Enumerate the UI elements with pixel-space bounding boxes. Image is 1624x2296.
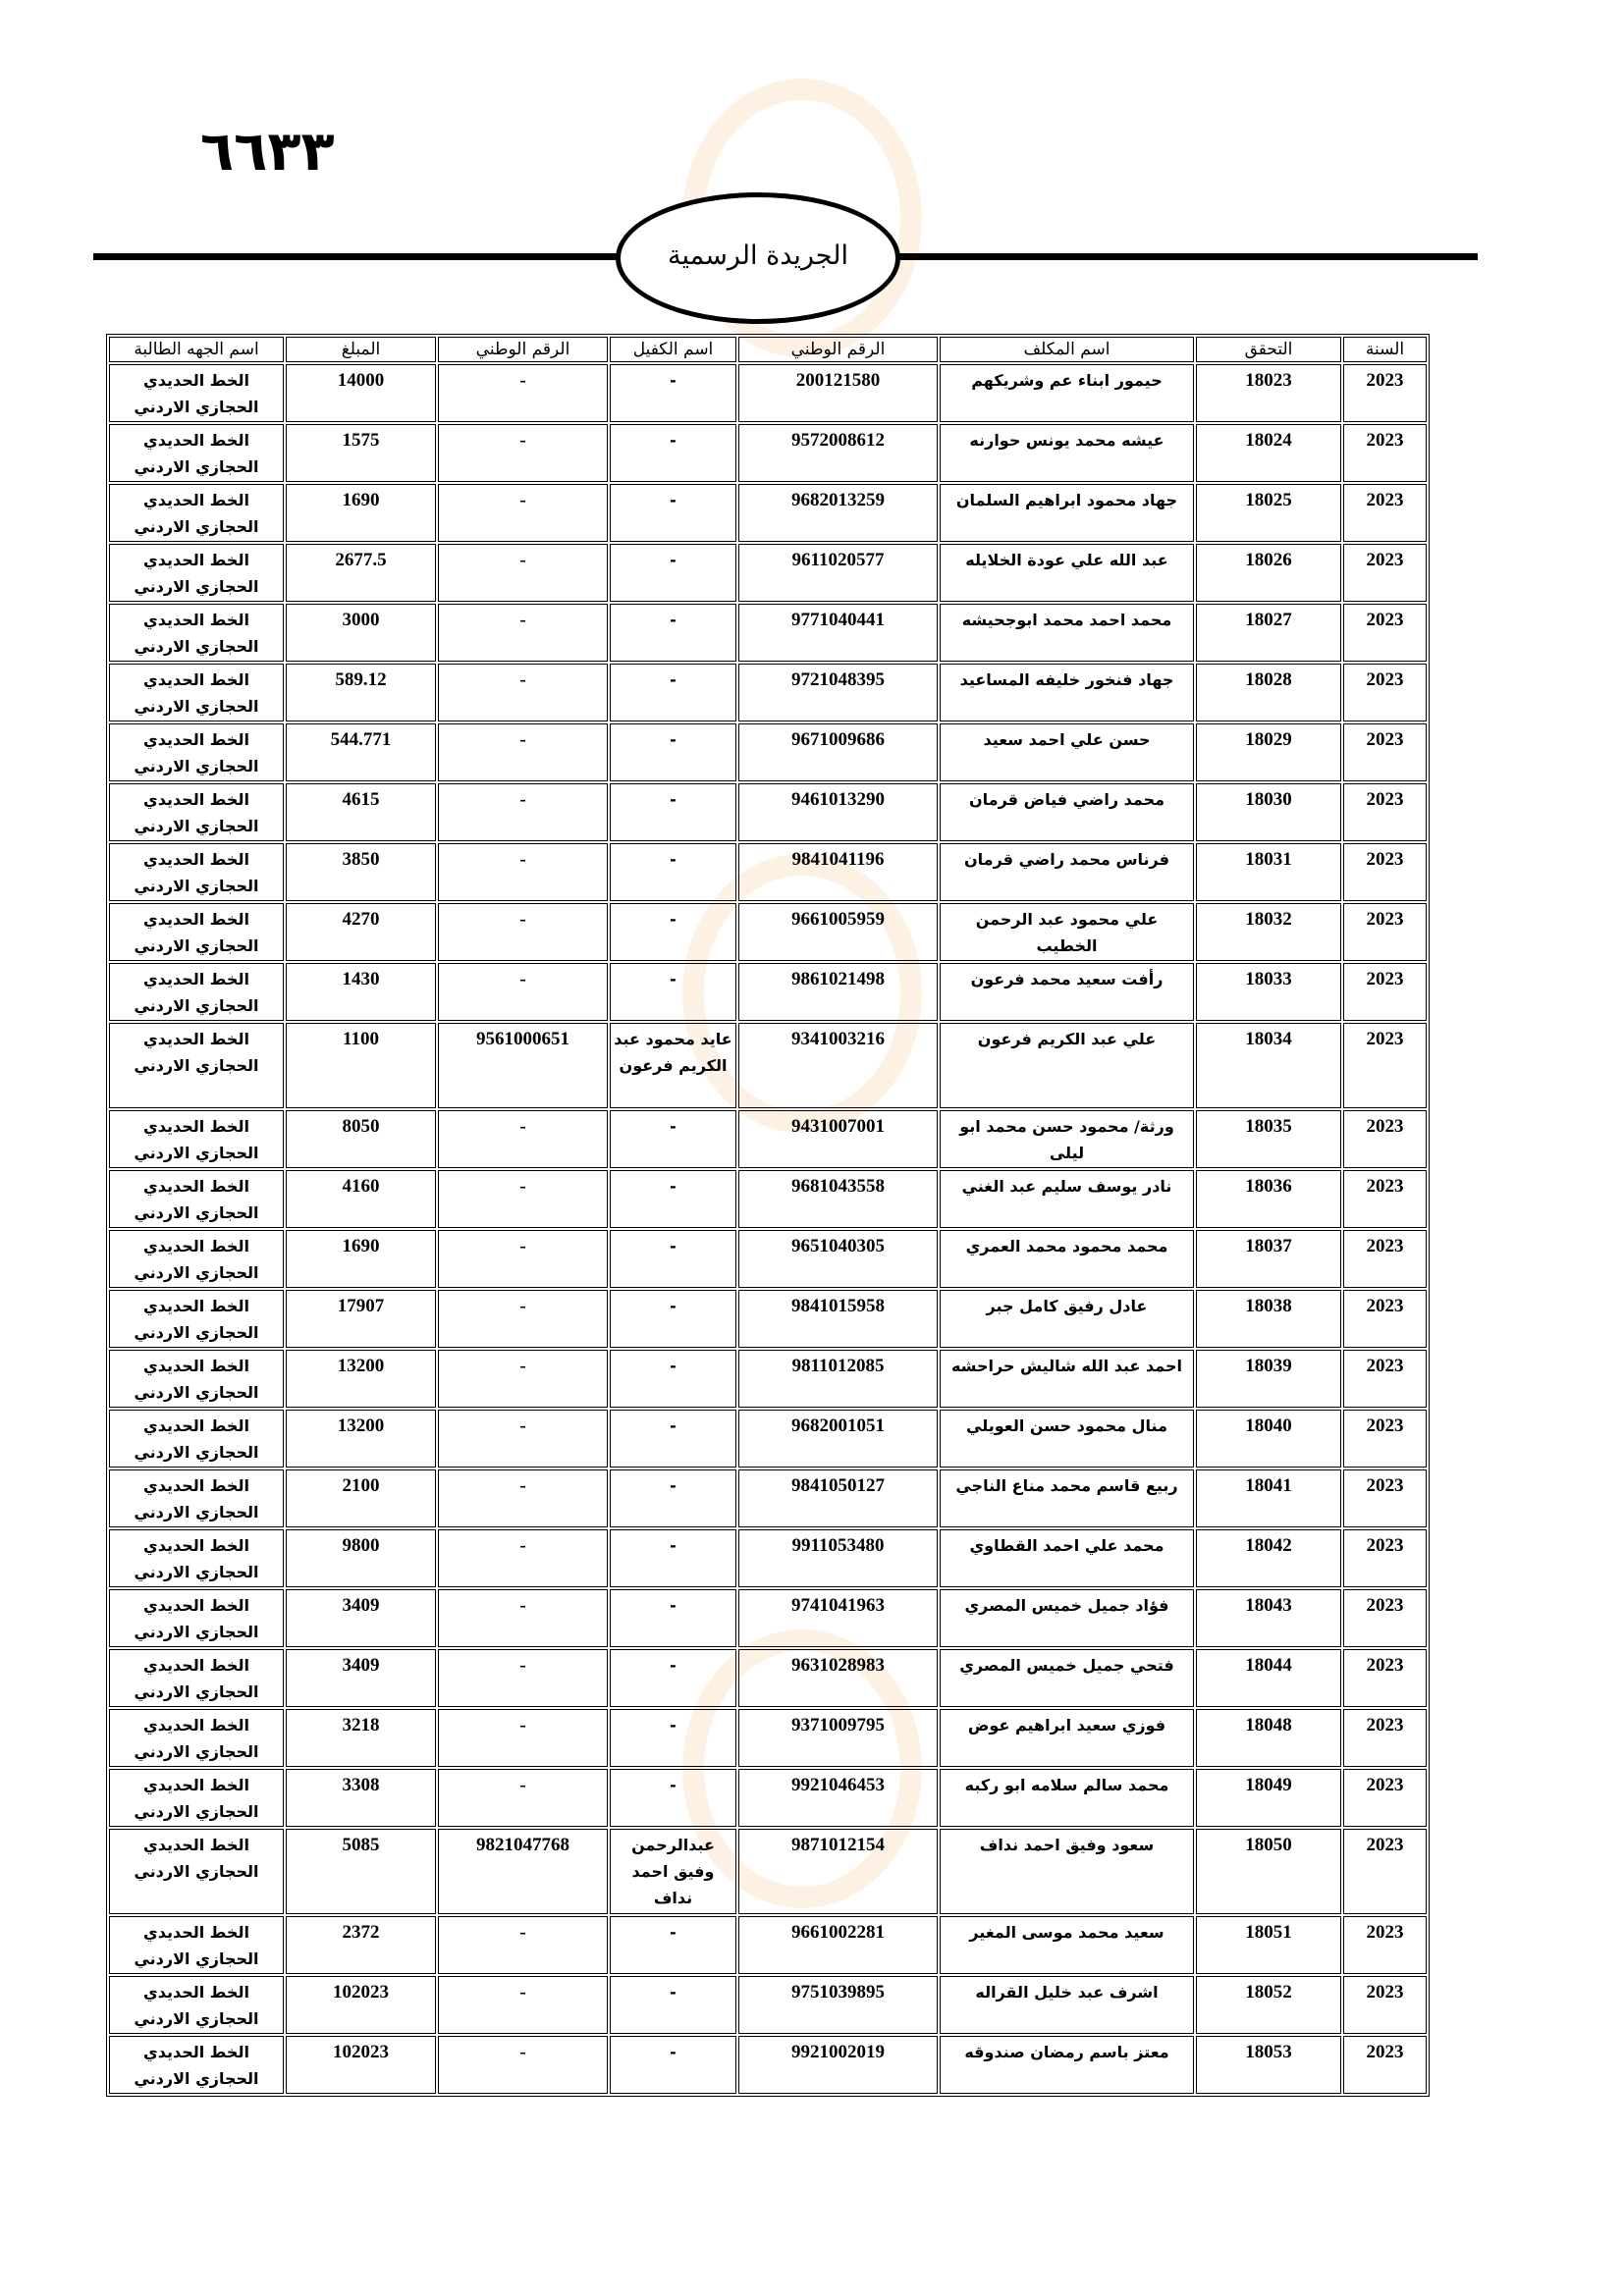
gazette-title: الجريدة الرسمية <box>668 240 848 271</box>
table-row <box>109 1170 1427 1228</box>
name-cell: نادر يوسف سليم عبد الغني <box>940 1170 1194 1228</box>
name-cell: معتز باسم رمضان صندوقه <box>940 2036 1194 2094</box>
guarantor-id-cell: - <box>438 1589 608 1647</box>
year-cell: 2023 <box>1343 1170 1427 1228</box>
year-cell: 2023 <box>1343 1110 1427 1168</box>
amount-cell: 3218 <box>286 1709 436 1767</box>
guarantor-cell: - <box>610 2036 736 2094</box>
national-id-cell: 9682013259 <box>738 484 938 542</box>
year-cell: 2023 <box>1343 1529 1427 1587</box>
entity-cell: الخط الحديدي الحجازي الاردني <box>109 1023 284 1108</box>
year-cell: 2023 <box>1343 1230 1427 1288</box>
amount-cell: 17907 <box>286 1290 436 1348</box>
check-cell: 18031 <box>1196 843 1341 901</box>
check-cell: 18040 <box>1196 1410 1341 1468</box>
amount-cell: 3850 <box>286 843 436 901</box>
amount-cell: 4615 <box>286 783 436 841</box>
guarantor-id-cell: - <box>438 1469 608 1527</box>
national-id-cell: 9431007001 <box>738 1110 938 1168</box>
guarantor-id-cell: - <box>438 1170 608 1228</box>
guarantor-id-cell: - <box>438 723 608 781</box>
entity-cell: الخط الحديدي الحجازي الاردني <box>109 903 284 961</box>
check-cell: 18039 <box>1196 1350 1341 1408</box>
guarantor-id-cell: - <box>438 424 608 482</box>
entity-cell: الخط الحديدي الحجازي الاردني <box>109 424 284 482</box>
year-cell: 2023 <box>1343 903 1427 961</box>
table-row <box>109 1916 1427 1974</box>
year-cell: 2023 <box>1343 484 1427 542</box>
table-row <box>109 484 1427 542</box>
national-id-cell: 9921002019 <box>738 2036 938 2094</box>
amount-cell: 3000 <box>286 604 436 662</box>
national-id-cell: 9871012154 <box>738 1829 938 1914</box>
entity-cell: الخط الحديدي الحجازي الاردني <box>109 1769 284 1827</box>
check-cell: 18035 <box>1196 1110 1341 1168</box>
year-cell: 2023 <box>1343 783 1427 841</box>
guarantor-cell: - <box>610 1350 736 1408</box>
national-id-cell: 9631028983 <box>738 1649 938 1707</box>
check-cell: 18027 <box>1196 604 1341 662</box>
name-cell: فتحي جميل خميس المصري <box>940 1649 1194 1707</box>
guarantor-cell: - <box>610 903 736 961</box>
guarantor-id-cell: - <box>438 364 608 422</box>
name-cell: جهاد محمود ابراهيم السلمان <box>940 484 1194 542</box>
national-id-cell: 9341003216 <box>738 1023 938 1108</box>
national-id-cell: 9911053480 <box>738 1529 938 1587</box>
entity-cell: الخط الحديدي الحجازي الاردني <box>109 1350 284 1408</box>
national-id-cell: 9861021498 <box>738 963 938 1021</box>
entity-cell: الخط الحديدي الحجازي الاردني <box>109 1916 284 1974</box>
guarantor-id-cell: - <box>438 1976 608 2034</box>
entity-cell: الخط الحديدي الحجازي الاردني <box>109 604 284 662</box>
check-cell: 18032 <box>1196 903 1341 961</box>
year-cell: 2023 <box>1343 604 1427 662</box>
year-cell: 2023 <box>1343 1290 1427 1348</box>
check-cell: 18028 <box>1196 664 1341 721</box>
guarantor-id-cell: - <box>438 2036 608 2094</box>
table-row <box>109 903 1427 961</box>
entity-cell: الخط الحديدي الحجازي الاردني <box>109 1290 284 1348</box>
guarantor-id-cell: - <box>438 484 608 542</box>
guarantor-cell: - <box>610 1589 736 1647</box>
name-cell: اشرف عبد خليل القراله <box>940 1976 1194 2034</box>
amount-cell: 1575 <box>286 424 436 482</box>
guarantor-id-cell: - <box>438 664 608 721</box>
national-id-cell: 9841050127 <box>738 1469 938 1527</box>
amount-cell: 13200 <box>286 1350 436 1408</box>
guarantor-cell: - <box>610 1976 736 2034</box>
amount-cell: 1430 <box>286 963 436 1021</box>
guarantor-cell: - <box>610 364 736 422</box>
guarantor-id-cell: - <box>438 1529 608 1587</box>
guarantor-id-cell: - <box>438 1350 608 1408</box>
guarantor-cell: عبدالرحمن وفيق احمد نداف <box>610 1829 736 1914</box>
name-cell: محمد سالم سلامه ابو ركبه <box>940 1769 1194 1827</box>
header-guarantor-id: الرقم الوطني <box>438 337 608 362</box>
amount-cell: 9800 <box>286 1529 436 1587</box>
check-cell: 18050 <box>1196 1829 1341 1914</box>
name-cell: حسن علي احمد سعيد <box>940 723 1194 781</box>
year-cell: 2023 <box>1343 843 1427 901</box>
table-row <box>109 1410 1427 1468</box>
amount-cell: 589.12 <box>286 664 436 721</box>
amount-cell: 2100 <box>286 1469 436 1527</box>
name-cell: سعود وفيق احمد نداف <box>940 1829 1194 1914</box>
guarantor-id-cell: 9821047768 <box>438 1829 608 1914</box>
header-amount: المبلغ <box>286 337 436 362</box>
national-id-cell: 200121580 <box>738 364 938 422</box>
guarantor-id-cell: - <box>438 604 608 662</box>
guarantor-id-cell: - <box>438 843 608 901</box>
check-cell: 18042 <box>1196 1529 1341 1587</box>
name-cell: محمد احمد محمد ابوجحيشه <box>940 604 1194 662</box>
guarantor-cell: - <box>610 783 736 841</box>
table-row <box>109 843 1427 901</box>
amount-cell: 102023 <box>286 1976 436 2034</box>
guarantor-cell: - <box>610 1290 736 1348</box>
name-cell: محمد محمود محمد العمري <box>940 1230 1194 1288</box>
year-cell: 2023 <box>1343 1916 1427 1974</box>
entity-cell: الخط الحديدي الحجازي الاردني <box>109 1529 284 1587</box>
header-name: اسم المكلف <box>940 337 1194 362</box>
name-cell: سعيد محمد موسى المغير <box>940 1916 1194 1974</box>
table-row <box>109 723 1427 781</box>
year-cell: 2023 <box>1343 1649 1427 1707</box>
name-cell: علي عبد الكريم فرعون <box>940 1023 1194 1108</box>
table-row <box>109 1350 1427 1408</box>
check-cell: 18026 <box>1196 544 1341 602</box>
table-row <box>109 1976 1427 2034</box>
guarantor-id-cell: - <box>438 1709 608 1767</box>
table-row <box>109 1769 1427 1827</box>
guarantor-id-cell: - <box>438 1649 608 1707</box>
amount-cell: 4160 <box>286 1170 436 1228</box>
table-row <box>109 963 1427 1021</box>
check-cell: 18043 <box>1196 1589 1341 1647</box>
national-id-cell: 9841041196 <box>738 843 938 901</box>
entity-cell: الخط الحديدي الحجازي الاردني <box>109 723 284 781</box>
check-cell: 18033 <box>1196 963 1341 1021</box>
check-cell: 18029 <box>1196 723 1341 781</box>
header-guarantor: اسم الكفيل <box>610 337 736 362</box>
check-cell: 18041 <box>1196 1469 1341 1527</box>
amount-cell: 3308 <box>286 1769 436 1827</box>
gazette-title-oval <box>616 192 900 324</box>
entity-cell: الخط الحديدي الحجازي الاردني <box>109 484 284 542</box>
year-cell: 2023 <box>1343 424 1427 482</box>
entity-cell: الخط الحديدي الحجازي الاردني <box>109 1410 284 1468</box>
entity-cell: الخط الحديدي الحجازي الاردني <box>109 1709 284 1767</box>
table-row <box>109 544 1427 602</box>
check-cell: 18036 <box>1196 1170 1341 1228</box>
header-check: التحقق <box>1196 337 1341 362</box>
guarantor-id-cell: - <box>438 963 608 1021</box>
guarantor-cell: - <box>610 963 736 1021</box>
name-cell: محمد راضي فياض قرمان <box>940 783 1194 841</box>
header-national-id: الرقم الوطني <box>738 337 938 362</box>
entity-cell: الخط الحديدي الحجازي الاردني <box>109 2036 284 2094</box>
guarantor-cell: - <box>610 1709 736 1767</box>
entity-cell: الخط الحديدي الحجازي الاردني <box>109 364 284 422</box>
national-id-cell: 9751039895 <box>738 1976 938 2034</box>
guarantor-cell: - <box>610 843 736 901</box>
check-cell: 18044 <box>1196 1649 1341 1707</box>
table-row <box>109 1829 1427 1914</box>
guarantor-cell: - <box>610 1170 736 1228</box>
table-row <box>109 1709 1427 1767</box>
year-cell: 2023 <box>1343 1469 1427 1527</box>
table-header-row <box>109 337 1427 362</box>
name-cell: عبد الله علي عودة الخلايله <box>940 544 1194 602</box>
national-id-cell: 9921046453 <box>738 1769 938 1827</box>
guarantor-cell: - <box>610 1410 736 1468</box>
entity-cell: الخط الحديدي الحجازي الاردني <box>109 1469 284 1527</box>
name-cell: عادل رفيق كامل جبر <box>940 1290 1194 1348</box>
year-cell: 2023 <box>1343 1829 1427 1914</box>
table-row <box>109 1469 1427 1527</box>
name-cell: رأفت سعيد محمد فرعون <box>940 963 1194 1021</box>
amount-cell: 2372 <box>286 1916 436 1974</box>
name-cell: فرناس محمد راضي قرمان <box>940 843 1194 901</box>
national-id-cell: 9461013290 <box>738 783 938 841</box>
national-id-cell: 9841015958 <box>738 1290 938 1348</box>
records-table <box>106 334 1430 2097</box>
guarantor-id-cell: - <box>438 1290 608 1348</box>
entity-cell: الخط الحديدي الحجازي الاردني <box>109 664 284 721</box>
guarantor-cell: - <box>610 1916 736 1974</box>
entity-cell: الخط الحديدي الحجازي الاردني <box>109 1829 284 1914</box>
amount-cell: 1100 <box>286 1023 436 1108</box>
table-row <box>109 424 1427 482</box>
amount-cell: 14000 <box>286 364 436 422</box>
year-cell: 2023 <box>1343 364 1427 422</box>
national-id-cell: 9651040305 <box>738 1230 938 1288</box>
check-cell: 18025 <box>1196 484 1341 542</box>
check-cell: 18038 <box>1196 1290 1341 1348</box>
header-entity: اسم الجهه الطالبة <box>109 337 284 362</box>
table-row <box>109 1023 1427 1108</box>
name-cell: احمد عبد الله شاليش حراحشه <box>940 1350 1194 1408</box>
name-cell: فوزي سعيد ابراهيم عوض <box>940 1709 1194 1767</box>
year-cell: 2023 <box>1343 1709 1427 1767</box>
guarantor-cell: - <box>610 1769 736 1827</box>
guarantor-cell: - <box>610 1649 736 1707</box>
guarantor-cell: - <box>610 664 736 721</box>
name-cell: فؤاد جميل خميس المصري <box>940 1589 1194 1647</box>
year-cell: 2023 <box>1343 1769 1427 1827</box>
check-cell: 18052 <box>1196 1976 1341 2034</box>
year-cell: 2023 <box>1343 544 1427 602</box>
check-cell: 18023 <box>1196 364 1341 422</box>
name-cell: علي محمود عبد الرحمن الخطيب <box>940 903 1194 961</box>
name-cell: ربيع قاسم محمد مناع الناجي <box>940 1469 1194 1527</box>
table-row <box>109 664 1427 721</box>
guarantor-cell: - <box>610 1230 736 1288</box>
entity-cell: الخط الحديدي الحجازي الاردني <box>109 1589 284 1647</box>
amount-cell: 544.771 <box>286 723 436 781</box>
amount-cell: 1690 <box>286 1230 436 1288</box>
amount-cell: 4270 <box>286 903 436 961</box>
national-id-cell: 9371009795 <box>738 1709 938 1767</box>
entity-cell: الخط الحديدي الحجازي الاردني <box>109 544 284 602</box>
year-cell: 2023 <box>1343 664 1427 721</box>
table-row <box>109 1649 1427 1707</box>
national-id-cell: 9741041963 <box>738 1589 938 1647</box>
guarantor-cell: - <box>610 424 736 482</box>
guarantor-id-cell: - <box>438 1230 608 1288</box>
guarantor-cell: - <box>610 1469 736 1527</box>
year-cell: 2023 <box>1343 1410 1427 1468</box>
name-cell: جهاد فنخور خليفه المساعيد <box>940 664 1194 721</box>
guarantor-cell: - <box>610 604 736 662</box>
guarantor-cell: - <box>610 1110 736 1168</box>
entity-cell: الخط الحديدي الحجازي الاردني <box>109 1170 284 1228</box>
entity-cell: الخط الحديدي الحجازي الاردني <box>109 783 284 841</box>
year-cell: 2023 <box>1343 1023 1427 1108</box>
guarantor-cell: - <box>610 484 736 542</box>
guarantor-id-cell: - <box>438 783 608 841</box>
year-cell: 2023 <box>1343 723 1427 781</box>
header-year: السنة <box>1343 337 1427 362</box>
entity-cell: الخط الحديدي الحجازي الاردني <box>109 1649 284 1707</box>
name-cell: حيمور ابناء عم وشريكهم <box>940 364 1194 422</box>
guarantor-cell: - <box>610 544 736 602</box>
table-row <box>109 364 1427 422</box>
table-row <box>109 1290 1427 1348</box>
national-id-cell: 9671009686 <box>738 723 938 781</box>
check-cell: 18030 <box>1196 783 1341 841</box>
amount-cell: 13200 <box>286 1410 436 1468</box>
amount-cell: 2677.5 <box>286 544 436 602</box>
entity-cell: الخط الحديدي الحجازي الاردني <box>109 843 284 901</box>
national-id-cell: 9572008612 <box>738 424 938 482</box>
guarantor-cell: - <box>610 723 736 781</box>
check-cell: 18051 <box>1196 1916 1341 1974</box>
check-cell: 18053 <box>1196 2036 1341 2094</box>
table-row <box>109 1230 1427 1288</box>
guarantor-id-cell: - <box>438 1410 608 1468</box>
entity-cell: الخط الحديدي الحجازي الاردني <box>109 1230 284 1288</box>
name-cell: عيشه محمد يونس حوارنه <box>940 424 1194 482</box>
amount-cell: 8050 <box>286 1110 436 1168</box>
table-row <box>109 783 1427 841</box>
guarantor-cell: - <box>610 1529 736 1587</box>
check-cell: 18034 <box>1196 1023 1341 1108</box>
guarantor-id-cell: - <box>438 1769 608 1827</box>
year-cell: 2023 <box>1343 1350 1427 1408</box>
entity-cell: الخط الحديدي الحجازي الاردني <box>109 1976 284 2034</box>
guarantor-id-cell: - <box>438 544 608 602</box>
guarantor-id-cell: 9561000651 <box>438 1023 608 1108</box>
page-number: ٦٦٣٣ <box>200 120 335 184</box>
entity-cell: الخط الحديدي الحجازي الاردني <box>109 1110 284 1168</box>
name-cell: ورثة/ محمود حسن محمد ابو ليلى <box>940 1110 1194 1168</box>
check-cell: 18037 <box>1196 1230 1341 1288</box>
check-cell: 18048 <box>1196 1709 1341 1767</box>
check-cell: 18024 <box>1196 424 1341 482</box>
year-cell: 2023 <box>1343 1589 1427 1647</box>
national-id-cell: 9811012085 <box>738 1350 938 1408</box>
national-id-cell: 9721048395 <box>738 664 938 721</box>
guarantor-id-cell: - <box>438 903 608 961</box>
national-id-cell: 9611020577 <box>738 544 938 602</box>
year-cell: 2023 <box>1343 963 1427 1021</box>
check-cell: 18049 <box>1196 1769 1341 1827</box>
national-id-cell: 9661002281 <box>738 1916 938 1974</box>
amount-cell: 3409 <box>286 1649 436 1707</box>
national-id-cell: 9682001051 <box>738 1410 938 1468</box>
guarantor-id-cell: - <box>438 1110 608 1168</box>
amount-cell: 102023 <box>286 2036 436 2094</box>
national-id-cell: 9771040441 <box>738 604 938 662</box>
national-id-cell: 9681043558 <box>738 1170 938 1228</box>
national-id-cell: 9661005959 <box>738 903 938 961</box>
name-cell: محمد علي احمد القطاوي <box>940 1529 1194 1587</box>
table-row <box>109 1110 1427 1168</box>
table-row <box>109 1529 1427 1587</box>
year-cell: 2023 <box>1343 2036 1427 2094</box>
table-row <box>109 604 1427 662</box>
year-cell: 2023 <box>1343 1976 1427 2034</box>
guarantor-cell: عايد محمود عبد الكريم فرعون <box>610 1023 736 1108</box>
guarantor-id-cell: - <box>438 1916 608 1974</box>
table-row <box>109 2036 1427 2094</box>
name-cell: منال محمود حسن العويلي <box>940 1410 1194 1468</box>
table-row <box>109 1589 1427 1647</box>
amount-cell: 5085 <box>286 1829 436 1914</box>
amount-cell: 1690 <box>286 484 436 542</box>
amount-cell: 3409 <box>286 1589 436 1647</box>
entity-cell: الخط الحديدي الحجازي الاردني <box>109 963 284 1021</box>
